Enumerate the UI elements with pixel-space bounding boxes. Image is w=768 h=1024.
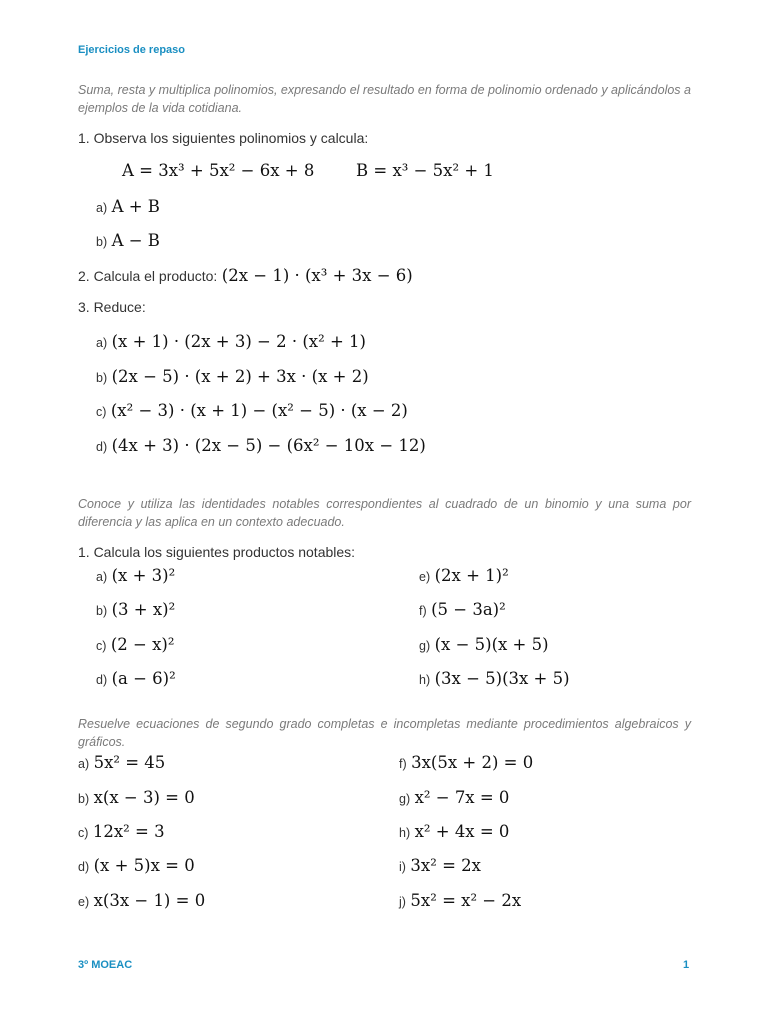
s3-item-d (78, 856, 195, 876)
s1-q3-item-b (96, 367, 369, 387)
s2-item-f (419, 600, 506, 620)
s3-item-c (78, 822, 165, 842)
item-expression: 12x² = 3 (92, 822, 165, 841)
s2-item-b (96, 600, 175, 620)
s3-item-f (399, 753, 533, 773)
polynomial-a: A = 3x³ + 5x² − 6x + 8 (122, 161, 315, 180)
item-expression: 3x(5x + 2) = 0 (411, 753, 534, 772)
item-label: e) (419, 570, 431, 584)
item-label: b) (96, 235, 108, 249)
s3-item-a (78, 753, 165, 773)
item-label: a) (78, 757, 90, 771)
item-expression: 3x² = 2x (410, 856, 481, 875)
item-expression: (x − 5)(x + 5) (434, 635, 549, 654)
item-expression: (3 + x)² (111, 600, 176, 619)
s1-q1-item-a (96, 197, 160, 217)
item-label: f) (399, 757, 407, 771)
item-expression: (2x − 5) · (x + 2) + 3x · (x + 2) (111, 367, 369, 386)
item-label: b) (96, 604, 108, 618)
s1-q1-item-b (96, 231, 160, 251)
item-label: d) (96, 440, 108, 454)
section3-intro: Resuelve ecuaciones de segundo grado completas e incompletas mediante procedimientos algebraicos y gráficos. (78, 717, 691, 749)
item-expression: (x + 1) · (2x + 3) − 2 · (x² + 1) (111, 332, 366, 351)
item-expression: (x + 5)x = 0 (93, 856, 195, 875)
item-expression: (4x + 3) · (2x − 5) − (6x² − 10x − 12) (111, 436, 426, 455)
s2-item-e (419, 566, 509, 586)
item-label: g) (419, 639, 431, 653)
s2-item-a (96, 566, 175, 586)
s3-item-b (78, 788, 195, 808)
item-expression: (x² − 3) · (x + 1) − (x² − 5) · (x − 2) (110, 401, 408, 420)
s1-q3-item-a (96, 332, 366, 352)
s1-question2 (78, 266, 413, 286)
s2-item-h (419, 669, 570, 689)
section1-intro: Suma, resta y multiplica polinomios, expresando el resultado en forma de polinomio ordenado y aplicándolos a ejemplos de la vida cotidiana. (78, 83, 691, 115)
item-label: h) (419, 673, 431, 687)
item-label: c) (96, 639, 107, 653)
item-expression: (x + 3)² (111, 566, 176, 585)
footer-course: 3º MOEAC (78, 959, 133, 971)
item-label: d) (78, 860, 90, 874)
item-label: h) (399, 826, 411, 840)
item-label: g) (399, 792, 411, 806)
s2-item-g (419, 635, 549, 655)
s3-item-j (399, 891, 521, 911)
question-expression: (2x − 1) · (x³ + 3x − 6) (221, 266, 413, 285)
item-label: c) (96, 405, 107, 419)
item-label: b) (78, 792, 90, 806)
item-label: c) (78, 826, 89, 840)
item-expression: (2x + 1)² (434, 566, 509, 585)
item-label: e) (78, 895, 90, 909)
s1-question3: 3. Reduce: (78, 299, 146, 315)
s1-q3-item-d (96, 436, 426, 456)
s2-item-c (96, 635, 174, 655)
s1-question1: 1. Observa los siguientes polinomios y calcula: (78, 130, 369, 146)
item-label: a) (96, 201, 108, 215)
item-label: a) (96, 570, 108, 584)
question-text: 2. Calcula el producto: (78, 268, 218, 284)
item-expression: (5 − 3a)² (431, 600, 506, 619)
item-expression: (3x − 5)(3x + 5) (434, 669, 570, 688)
s2-item-d (96, 669, 176, 689)
s3-item-g (399, 788, 509, 808)
item-expression: (a − 6)² (111, 669, 176, 688)
s3-item-i (399, 856, 481, 876)
page-number: 1 (683, 959, 690, 971)
s3-item-e (78, 891, 205, 911)
item-label: f) (419, 604, 427, 618)
item-expression: x(3x − 1) = 0 (93, 891, 206, 910)
item-expression: 5x² = x² − 2x (410, 891, 522, 910)
item-expression: x² − 7x = 0 (414, 788, 510, 807)
item-expression: 5x² = 45 (93, 753, 166, 772)
polynomial-b: B = x³ − 5x² + 1 (356, 161, 494, 180)
page-header-title: Ejercicios de repaso (78, 44, 185, 56)
item-expression: A − B (111, 231, 160, 250)
item-expression: A + B (111, 197, 160, 216)
item-expression: x(x − 3) = 0 (93, 788, 195, 807)
s2-question1: 1. Calcula los siguientes productos notables: (78, 544, 356, 560)
item-label: a) (96, 336, 108, 350)
item-label: b) (96, 371, 108, 385)
item-label: i) (399, 860, 406, 874)
section2-intro: Conoce y utiliza las identidades notables correspondientes al cuadrado de un binomio y una suma por diferencia y las aplica en un contexto adecuado. (78, 497, 691, 529)
s3-item-h (399, 822, 509, 842)
s1-q3-item-c (96, 401, 408, 421)
item-expression: x² + 4x = 0 (414, 822, 510, 841)
item-expression: (2 − x)² (110, 635, 175, 654)
item-label: j) (399, 895, 406, 909)
item-label: d) (96, 673, 108, 687)
